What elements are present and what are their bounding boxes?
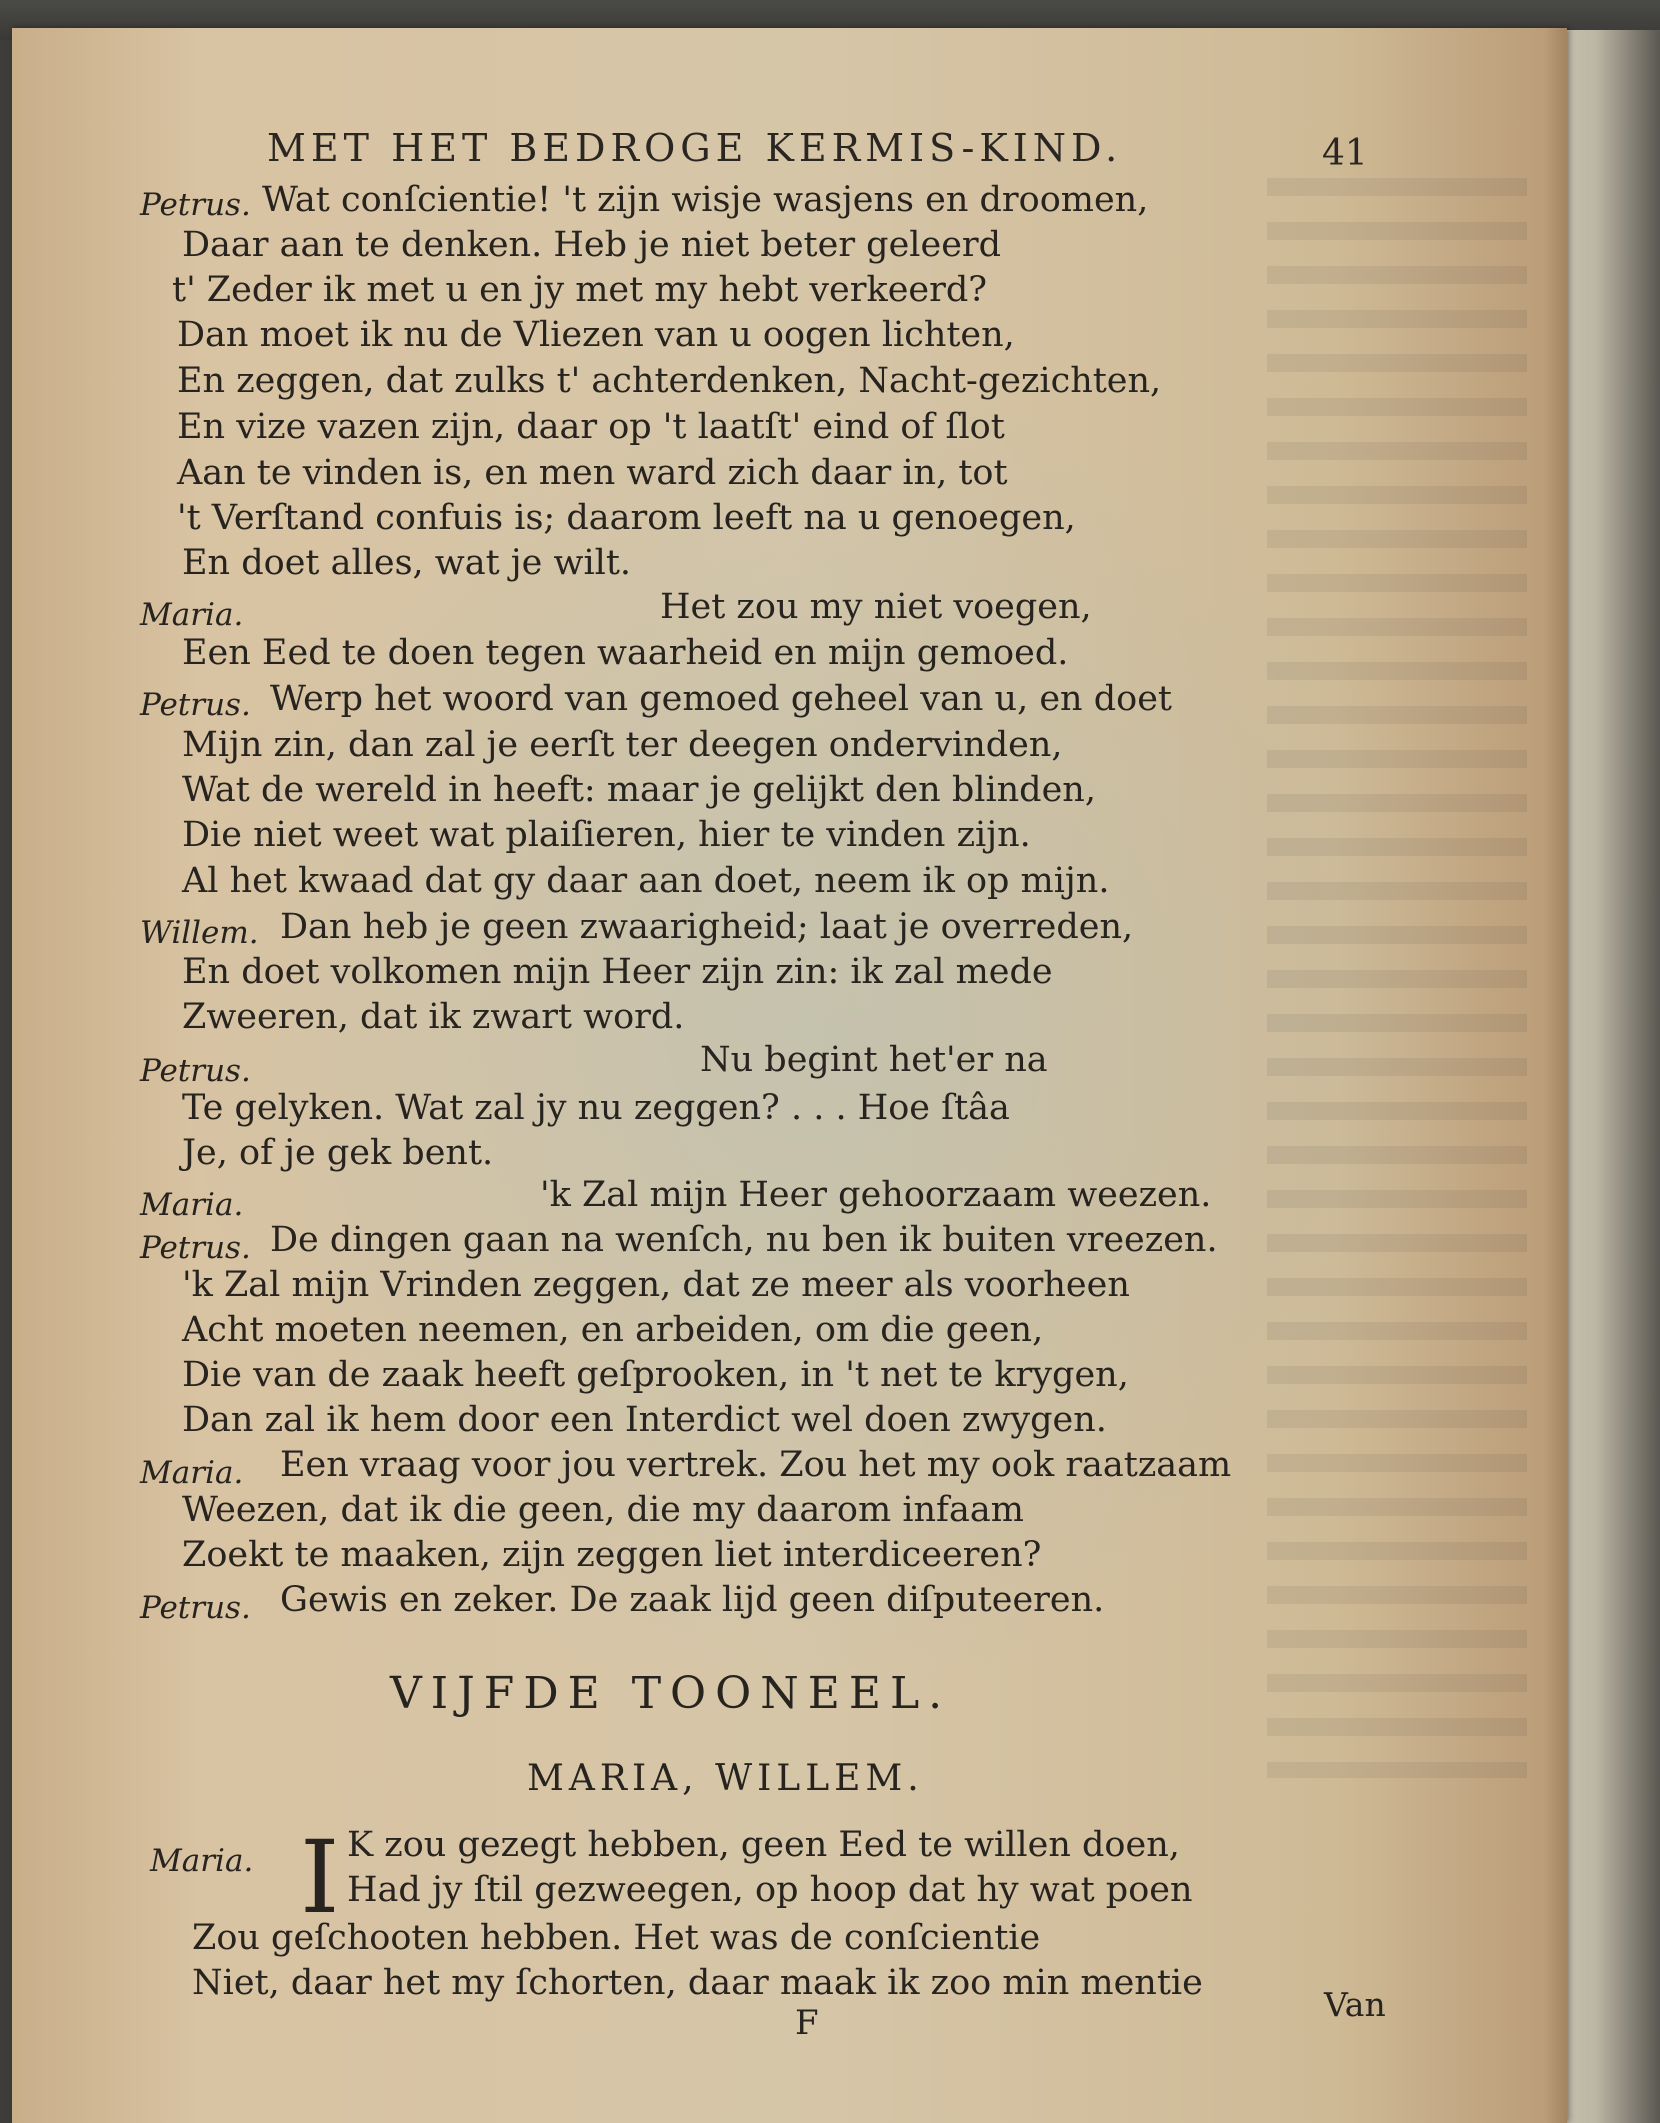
verse-line: Zou geſchooten hebben. Het was de conſcientie [192, 1918, 1041, 1958]
verse-line: Acht moeten neemen, en arbeiden, om die geen, [182, 1310, 1044, 1350]
verse-line: Een Eed te doen tegen waarheid en mijn gemoed. [182, 633, 1069, 673]
verse-line: 'k Zal mijn Vrinden zeggen, dat ze meer als voorheen [182, 1265, 1130, 1305]
speaker-label: Maria. [140, 1187, 244, 1223]
verse-line: Daar aan te denken. Heb je niet beter geleerd [182, 225, 1002, 265]
speaker-label: Maria. [140, 597, 244, 633]
catchword: Van [1324, 1985, 1386, 2024]
speaker-label: Petrus. [140, 1230, 251, 1266]
verse-line: Dan zal ik hem door een Interdict wel doen zwygen. [182, 1400, 1107, 1440]
speaker-label: Petrus. [140, 1590, 251, 1626]
signature-mark: F [795, 2003, 819, 2043]
verse-line: En vize vazen zijn, daar op 't laatſt' eind of ſlot [177, 407, 1005, 447]
speaker-label: Maria. [140, 1455, 244, 1491]
speaker-label: Willem. [140, 915, 259, 951]
verse-line: Had jy ſtil gezweegen, op hoop dat hy wat poen [347, 1870, 1193, 1910]
book-page [12, 28, 1567, 2123]
page-edge-shadow [1545, 28, 1567, 2123]
verse-line: Je, of je gek bent. [182, 1133, 494, 1173]
verse-line: Niet, daar het my ſchorten, daar maak ik zoo min mentie [192, 1963, 1203, 2003]
speaker-label: Maria. [150, 1843, 254, 1879]
verse-line: De dingen gaan na wenſch, nu ben ik buiten vreezen. [270, 1220, 1218, 1260]
verse-line: Werp het woord van gemoed geheel van u, en doet [270, 679, 1172, 719]
verse-line: Zoekt te maaken, zijn zeggen liet interdiceeren? [182, 1535, 1042, 1575]
verse-line: Aan te vinden is, en men ward zich daar in, tot [177, 453, 1008, 493]
verse-line: Dan heb je geen zwaarigheid; laat je overreden, [280, 907, 1134, 947]
verse-line: Een vraag voor jou vertrek. Zou het my ook raatzaam [280, 1445, 1232, 1485]
verse-line: Wat de wereld in heeft: maar je gelijkt den blinden, [182, 770, 1096, 810]
verse-line: Wat conſcientie! 't zijn wisje wasjens en droomen, [262, 180, 1149, 220]
speaker-label: Petrus. [140, 1053, 251, 1089]
show-through-text [1267, 178, 1527, 1778]
page-number: 41 [1322, 133, 1368, 174]
verse-line: Mijn zin, dan zal je eerſt ter deegen ondervinden, [182, 725, 1063, 765]
verse-line: Te gelyken. Wat zal jy nu zeggen? . . . Hoe ſtâa [182, 1088, 1010, 1128]
verse-line: Het zou my niet voegen, [660, 587, 1092, 627]
scene-characters: MARIA, WILLEM. [527, 1758, 924, 1799]
scene-title: VIJFDE TOONEEL. [390, 1668, 952, 1719]
verse-line: t' Zeder ik met u en jy met my hebt verkeerd? [172, 270, 988, 310]
verse-line: Gewis en zeker. De zaak lijd geen diſputeeren. [280, 1580, 1105, 1620]
running-title: MET HET BEDROGE KERMIS-KIND. [267, 126, 1123, 170]
drop-cap: I [300, 1819, 340, 1936]
verse-line: Die van de zaak heeft geſprooken, in 't net te krygen, [182, 1355, 1129, 1395]
verse-line: Die niet weet wat plaiſieren, hier te vinden zijn. [182, 815, 1031, 855]
speaker-label: Petrus. [140, 187, 251, 223]
verse-line: Nu begint het'er na [700, 1040, 1048, 1080]
verse-line: Zweeren, dat ik zwart word. [182, 997, 685, 1037]
verse-line: En doet volkomen mijn Heer zijn zin: ik zal mede [182, 952, 1053, 992]
verse-line: 'k Zal mijn Heer gehoorzaam weezen. [540, 1175, 1212, 1215]
verse-line: En zeggen, dat zulks t' achterdenken, Nacht-gezichten, [177, 361, 1162, 401]
verse-line: En doet alles, wat je wilt. [182, 543, 632, 583]
verse-line: 't Verſtand confuis is; daarom leeft na u genoegen, [177, 498, 1076, 538]
verse-line: K zou gezegt hebben, geen Eed te willen doen, [347, 1825, 1180, 1865]
verse-line: Al het kwaad dat gy daar aan doet, neem ik op mijn. [182, 861, 1110, 901]
verse-line: Weezen, dat ik die geen, die my daarom infaam [182, 1490, 1024, 1530]
verse-line: Dan moet ik nu de Vliezen van u oogen lichten, [177, 315, 1015, 355]
speaker-label: Petrus. [140, 687, 251, 723]
